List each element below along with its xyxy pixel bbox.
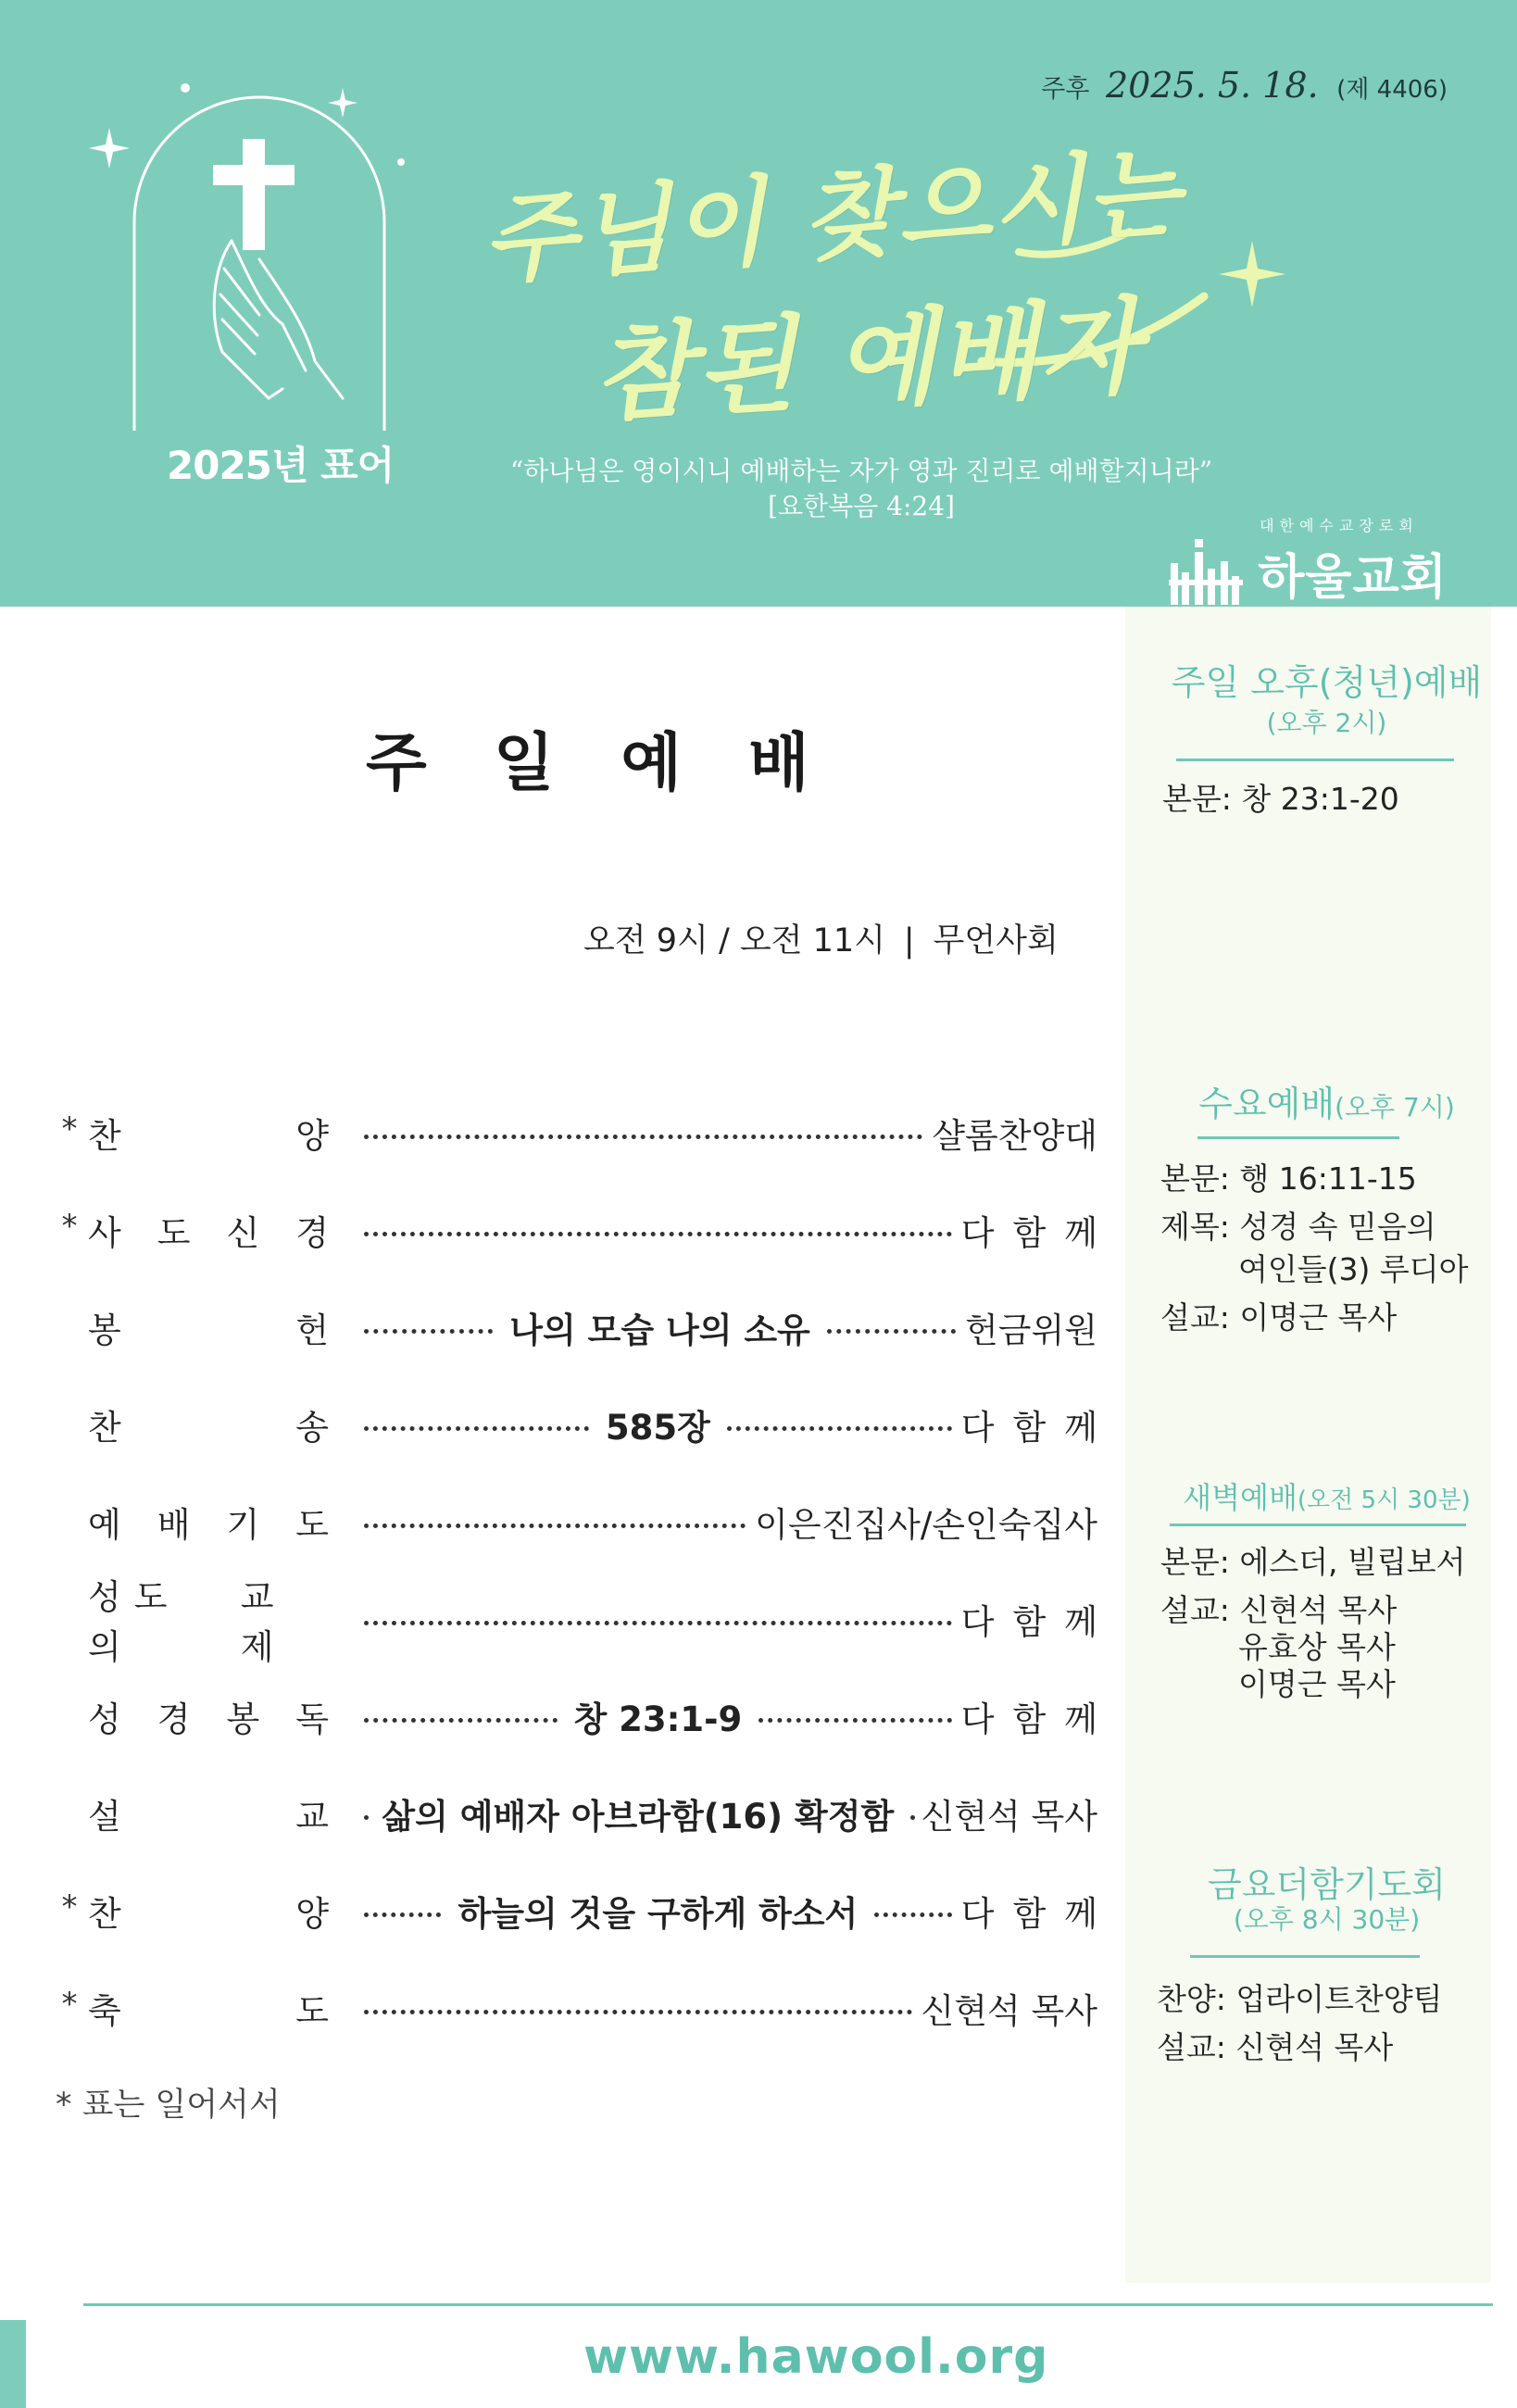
friday-service-heading <box>1167 1864 1486 1935</box>
order-item-name: 예 배 기 도 <box>88 1504 329 1545</box>
friday-preacher <box>1157 2029 1393 2066</box>
order-item-leader-dots <box>364 1223 952 1236</box>
dawn-preacher-label: 설교: <box>1160 1592 1230 1628</box>
friday-preacher-name: 신현석 목사 <box>1235 2029 1394 2065</box>
dawn-service-heading <box>1167 1477 1486 1524</box>
standing-marker <box>51 1615 88 1623</box>
wednesday-service-title: 수요예배 <box>1198 1084 1335 1124</box>
order-row <box>51 1084 1097 1181</box>
order-item-detail: 창 23:1-9 <box>573 1699 743 1739</box>
wednesday-subject-line-2: 여인들(3) 루디아 <box>1238 1251 1469 1287</box>
order-row <box>51 1959 1097 2056</box>
standing-marker: * <box>61 1207 78 1245</box>
order-row <box>51 1181 1116 1278</box>
friday-service-title: 금요더함기도회 <box>1208 1864 1446 1905</box>
order-item-name: 사 도 신 경 <box>88 1212 329 1253</box>
order-item-name: 찬 양 <box>88 1893 329 1934</box>
afternoon-text <box>1162 781 1399 818</box>
standing-marker <box>51 1323 88 1331</box>
order-item-name: 찬 양 <box>88 1115 329 1156</box>
church-logo <box>1167 514 1448 609</box>
dawn-preacher <box>1160 1592 1397 1629</box>
wednesday-service-heading <box>1167 1084 1486 1132</box>
order-item-name: 축 도 <box>88 1990 329 2031</box>
order-item-leader: 다함께 <box>960 1601 1116 1642</box>
dawn-text <box>1160 1544 1466 1581</box>
wednesday-subject-label: 제목: <box>1160 1209 1230 1245</box>
order-item-leader: 다함께 <box>960 1407 1116 1448</box>
wednesday-text-value: 행 16:11-15 <box>1239 1160 1417 1197</box>
dawn-preacher-1: 신현석 목사 <box>1239 1592 1398 1628</box>
divider <box>1197 1136 1399 1139</box>
order-row <box>51 1375 1116 1473</box>
afternoon-text-label: 본문: <box>1162 781 1232 817</box>
website-url[interactable]: www.hawool.org <box>583 2329 1049 2385</box>
wednesday-subject <box>1160 1209 1436 1246</box>
worship-title: 주일예배 <box>366 727 876 800</box>
order-row <box>51 1862 1116 1959</box>
standing-marker <box>51 1421 88 1428</box>
date-label: 주후 <box>1041 75 1090 104</box>
worship-times: 오전 9시 / 오전 11시 ❘ 무언사회 <box>583 922 1059 959</box>
standing-marker: * <box>61 1985 78 2023</box>
church-name: 하울교회 <box>1258 549 1448 606</box>
friday-praise-team: 업라이트찬양팀 <box>1235 1981 1443 2017</box>
order-item-detail: 나의 모습 나의 소유 <box>509 1310 810 1350</box>
order-item-leader-dots <box>364 1788 912 1838</box>
order-item-leader: 다함께 <box>960 1699 1116 1739</box>
friday-praise-label: 찬양: <box>1157 1981 1226 2017</box>
order-item-leader-dots <box>364 1886 952 1936</box>
wednesday-preacher-name: 이명근 목사 <box>1239 1299 1398 1336</box>
footer-divider <box>83 2303 1493 2306</box>
footer-tab <box>0 2320 26 2408</box>
wednesday-text <box>1160 1160 1417 1198</box>
standing-note <box>56 2079 281 2126</box>
dawn-service-title: 새벽예배 <box>1183 1480 1298 1515</box>
afternoon-text-value: 창 23:1-20 <box>1241 781 1399 817</box>
standing-note-text: 표는 일어서서 <box>81 2087 281 2124</box>
afternoon-service-heading <box>1167 662 1486 744</box>
order-item-detail: 삶의 예배자 아브라함(16) 확정함 <box>382 1796 895 1837</box>
wednesday-service-time: (오후 7시) <box>1335 1092 1455 1122</box>
friday-service-time: (오후 8시 30분) <box>1233 1904 1421 1935</box>
order-item-leader-dots <box>364 1125 922 1139</box>
afternoon-service-title: 주일 오후(청년)예배 <box>1171 662 1483 703</box>
standing-marker <box>51 1810 88 1817</box>
order-item-leader-dots <box>364 1691 952 1741</box>
order-item-leader: 다함께 <box>960 1893 1116 1934</box>
order-item-name: 성 경 봉 독 <box>88 1699 329 1739</box>
order-row <box>51 1278 1097 1375</box>
order-item-leader-dots <box>364 1302 956 1352</box>
order-item-name: 설 교 <box>88 1796 329 1837</box>
wednesday-text-label: 본문: <box>1160 1160 1230 1197</box>
order-item-leader: 신현석 목사 <box>921 1990 1097 2031</box>
church-logo-icon <box>1167 535 1250 609</box>
standing-marker <box>51 1518 88 1525</box>
wednesday-subject-line-1: 성경 속 믿음의 <box>1239 1209 1436 1245</box>
order-row <box>51 1764 1097 1862</box>
dawn-text-label: 본문: <box>1160 1544 1230 1580</box>
order-item-leader: 다함께 <box>960 1212 1116 1253</box>
theme-verse <box>482 454 1241 524</box>
order-item-leader-dots <box>364 2000 912 2014</box>
issue-number: (제 4406) <box>1336 76 1448 104</box>
verse-reference: [요한복음 4:24] <box>768 491 955 521</box>
theme-line-1: 주님이 찾으시는 <box>479 135 1185 298</box>
standing-marker: * <box>61 1888 78 1925</box>
date-value: 2025. 5. 18. <box>1105 65 1319 106</box>
order-item-detail: 하늘의 것을 구하게 하소서 <box>458 1893 859 1934</box>
standing-marker: * <box>61 1110 78 1148</box>
order-item-leader-dots <box>364 1612 952 1625</box>
standing-marker <box>51 1712 88 1720</box>
order-row <box>51 1473 1097 1570</box>
friday-preacher-label: 설교: <box>1157 2029 1226 2065</box>
order-item-leader: 이은진집사/손인숙집사 <box>755 1504 1097 1545</box>
afternoon-service-time: (오후 2시) <box>1266 708 1387 738</box>
verse-text: “하나님은 영이시니 예배하는 자가 영과 진리로 예배할지니라” <box>509 456 1213 486</box>
dawn-service-time: (오전 5시 30분) <box>1297 1486 1471 1514</box>
theme-line-2: 참된 예배자 <box>590 286 1145 436</box>
order-item-name: 성도의 교제 <box>88 1576 287 1667</box>
sidebar-schedule <box>1125 607 1491 2283</box>
wednesday-preacher-label: 설교: <box>1160 1299 1230 1336</box>
order-item-detail: 585장 <box>605 1407 710 1448</box>
order-row <box>51 1667 1116 1764</box>
wednesday-preacher <box>1160 1299 1397 1336</box>
order-of-worship <box>51 1084 1116 2056</box>
divider <box>1190 1955 1420 1958</box>
bulletin-header <box>0 0 1517 607</box>
divider <box>1176 759 1454 761</box>
denomination: 대한예수교장로회 <box>1260 517 1419 534</box>
order-item-name: 찬 송 <box>88 1407 329 1448</box>
order-item-leader-dots <box>364 1399 952 1449</box>
order-item-leader: 헌금위원 <box>965 1310 1097 1350</box>
dawn-preacher-3: 이명근 목사 <box>1238 1666 1396 1702</box>
order-item-leader: 샬롬찬양대 <box>932 1115 1097 1156</box>
order-row <box>51 1570 1116 1667</box>
order-item-leader-dots <box>364 1514 746 1528</box>
year-motto: 2025년 표어 <box>167 443 395 488</box>
standing-note-star: * <box>56 2087 72 2124</box>
friday-praise <box>1157 1981 1443 2018</box>
dawn-preacher-2: 유효상 목사 <box>1238 1629 1396 1665</box>
order-item-leader: 신현석 목사 <box>921 1796 1097 1837</box>
dawn-text-value: 에스더, 빌립보서 <box>1239 1544 1466 1580</box>
bulletin-date <box>1041 65 1448 106</box>
order-item-name: 봉 헌 <box>88 1310 329 1350</box>
divider <box>1170 1524 1466 1526</box>
